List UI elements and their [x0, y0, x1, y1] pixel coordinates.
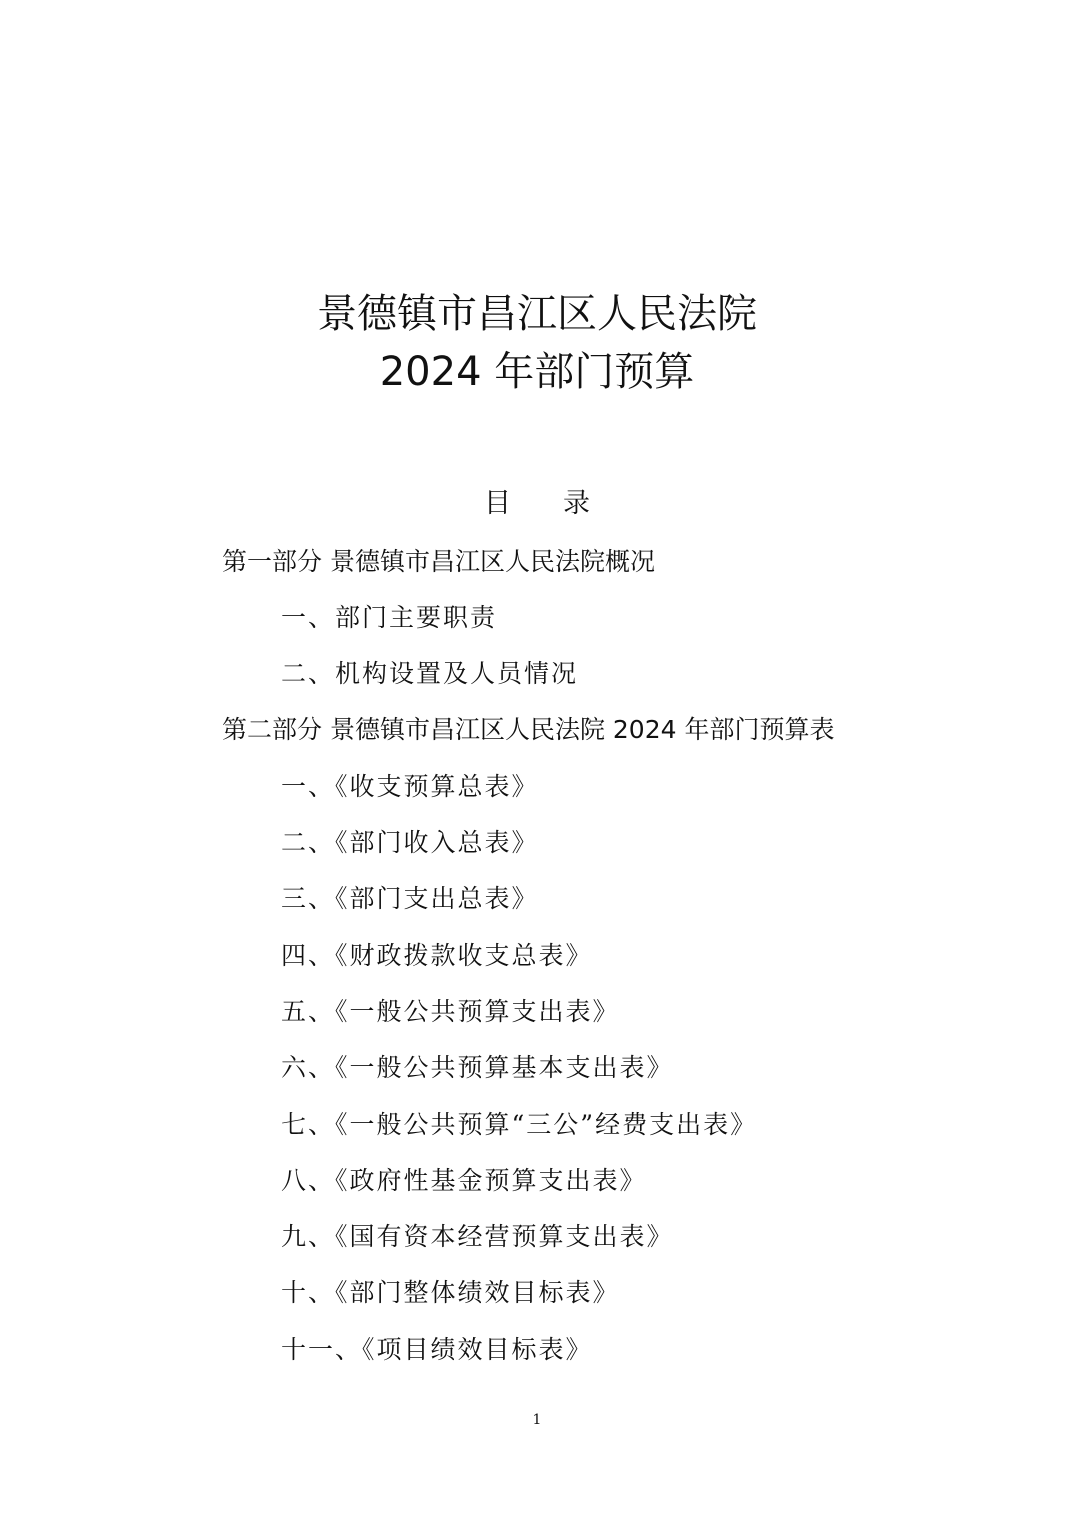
toc-part-2-item: 八、《政府性基金预算支出表》	[281, 1166, 647, 1195]
page-number: 1	[532, 1412, 542, 1428]
toc-part-2-item: 三、《部门支出总表》	[281, 884, 539, 913]
toc-heading: 目录	[484, 488, 642, 519]
document-title-line-2: 2024 年部门预算	[379, 349, 695, 395]
toc-part-2-item: 十一、《项目绩效目标表》	[281, 1335, 593, 1364]
document-title-line-1: 景德镇市昌江区人民法院	[317, 291, 757, 337]
toc-part-2: 第二部分 景德镇市昌江区人民法院 2024 年部门预算表	[222, 715, 835, 744]
toc-part-2-item: 七、《一般公共预算“三公”经费支出表》	[281, 1110, 758, 1139]
toc-part-2-item: 九、《国有资本经营预算支出表》	[281, 1222, 674, 1251]
toc-part-2-item: 二、《部门收入总表》	[281, 828, 539, 857]
toc-part-1-item: 二、机构设置及人员情况	[281, 659, 579, 688]
toc-part-2-item: 六、《一般公共预算基本支出表》	[281, 1053, 674, 1082]
toc-part-2-item: 一、《收支预算总表》	[281, 772, 539, 801]
toc-part-2-item: 四、《财政拨款收支总表》	[281, 941, 593, 970]
toc-part-1-item: 一、部门主要职责	[281, 603, 498, 632]
toc-part-1: 第一部分 景德镇市昌江区人民法院概况	[222, 547, 655, 576]
toc-part-2-item: 十、《部门整体绩效目标表》	[281, 1278, 620, 1307]
toc-part-2-item: 五、《一般公共预算支出表》	[281, 997, 620, 1026]
